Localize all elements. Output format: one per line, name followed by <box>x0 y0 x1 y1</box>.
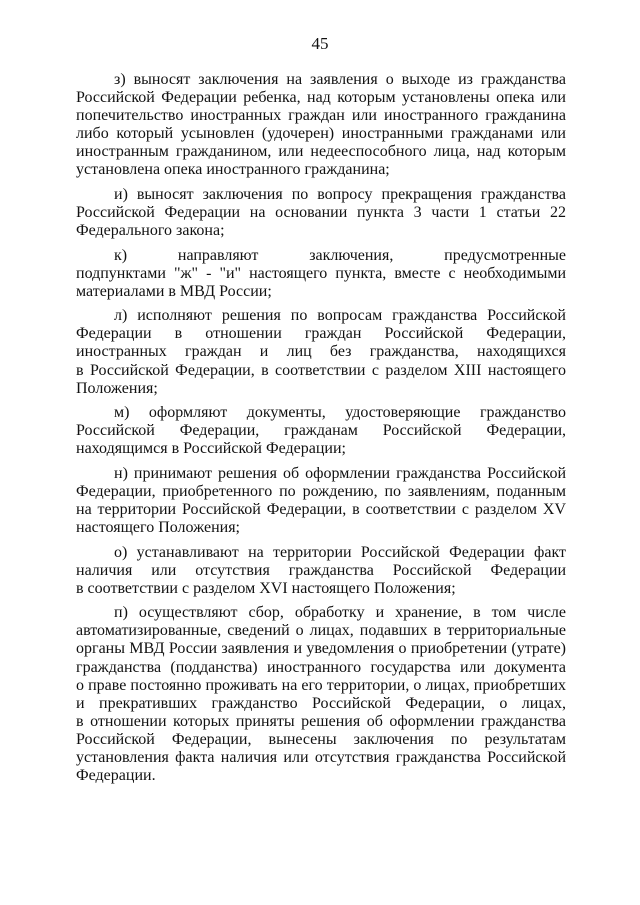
paragraph <box>76 465 566 537</box>
paragraph <box>76 186 566 240</box>
text-line: к) направляют заключения, предусмотренные <box>114 246 566 264</box>
text-line: в Российской Федерации, в соответствии с разделом XIII настоящего <box>76 361 566 379</box>
text-line: Положения; <box>76 379 158 397</box>
text-line: автоматизированные, сведений о лицах, подавших в территориальные <box>76 622 566 640</box>
paragraph <box>76 404 566 458</box>
text-line: в отношении которых приняты решения об оформлении гражданства <box>76 712 566 730</box>
text-line: Федерации, приобретенного по рождению, по заявлениям, поданным <box>76 482 566 500</box>
text-line: и) выносят заключения по вопросу прекращения гражданства <box>114 185 566 203</box>
text-line: находящимся в Российской Федерации; <box>76 440 346 458</box>
text-line: о) устанавливают на территории Российской Федерации факт <box>114 543 566 561</box>
page-number: 45 <box>311 34 329 53</box>
text-line: установления факта наличия или отсутствия гражданства Российской <box>76 749 566 767</box>
text-line: настоящего Положения; <box>76 519 240 537</box>
text-line: Российской Федерации, вынесены заключения по результатам <box>76 730 566 748</box>
text-line: Российской Федерации, гражданам Российской Федерации, <box>76 422 566 440</box>
text-line: органы МВД России заявления и уведомления о приобретении (утрате) <box>76 640 566 658</box>
text-line: з) выносят заключения на заявления о выходе из гражданства <box>114 71 566 88</box>
paragraph <box>76 544 566 598</box>
paragraph <box>76 307 566 397</box>
text-line: иностранных граждан и лиц без гражданства, находящихся <box>76 343 566 361</box>
text-line: Федерального закона; <box>76 222 225 240</box>
document-body <box>76 71 566 792</box>
text-line: на территории Российской Федерации, в соответствии с разделом XV <box>76 501 566 519</box>
text-line: подпунктами "ж" - "и" настоящего пункта, вместе с необходимыми <box>76 264 566 282</box>
text-line: иностранным гражданином, или недееспособного лица, над которым <box>76 143 566 161</box>
text-line: материалами в МВД России; <box>76 282 272 300</box>
text-line: установлена опека иностранного гражданина; <box>76 161 390 179</box>
paragraph <box>76 71 566 180</box>
paragraph <box>76 247 566 301</box>
text-line: Российской Федерации на основании пункта 3 части 1 статьи 22 <box>76 204 566 222</box>
text-line: либо который усыновлен (удочерен) иностранными гражданами или <box>76 125 566 143</box>
text-line: н) принимают решения об оформлении гражданства Российской <box>114 464 566 482</box>
text-line: л) исполняют решения по вопросам гражданства Российской <box>114 307 566 325</box>
text-line: Федерации. <box>76 767 156 785</box>
text-line: и прекративших гражданство Российской Федерации, о лицах, <box>76 694 566 712</box>
text-line: Российской Федерации ребенка, над которым установлены опека или <box>76 89 566 107</box>
paragraph <box>76 604 566 785</box>
text-line: в соответствии с разделом XVI настоящего Положения; <box>76 579 456 597</box>
text-line: о праве постоянно проживать на его территории, о лицах, приобретших <box>76 676 566 694</box>
text-line: попечительство иностранных граждан или иностранного гражданина <box>76 107 566 125</box>
text-line: м) оформляют документы, удостоверяющие гражданство <box>114 404 566 422</box>
text-line: п) осуществляют сбор, обработку и хранение, в том числе <box>114 604 566 622</box>
text-line: Федерации в отношении граждан Российской Федерации, <box>76 325 566 343</box>
text-line: гражданства (подданства) иностранного государства или документа <box>76 658 566 676</box>
text-line: наличия или отсутствия гражданства Российской Федерации <box>76 561 566 579</box>
